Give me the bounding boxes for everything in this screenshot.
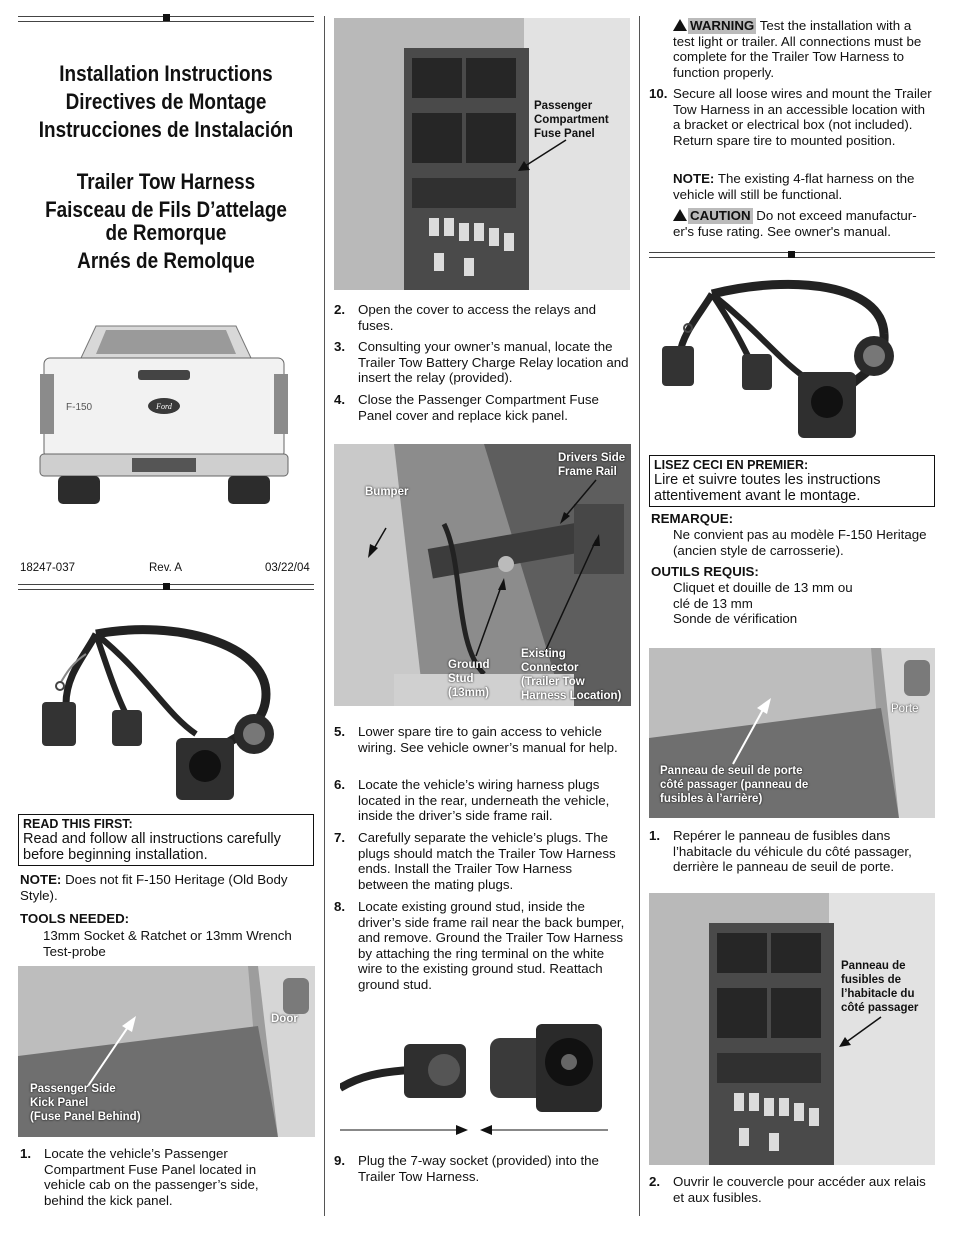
panneau-seuil-label: Panneau de seuil de porte côté passager (panneau de fusibles à l’arrière) bbox=[660, 765, 809, 805]
warning-block bbox=[673, 18, 935, 80]
outils-heading: OUTILS REQUIS: bbox=[651, 564, 759, 579]
frame-rail-label: Drivers Side Frame Rail bbox=[558, 452, 626, 478]
caution-block bbox=[673, 208, 935, 239]
warning-text: Test the installation with a test light or trailer. All connections must be complete for the Trailer Tow Harness to function properly. bbox=[673, 18, 922, 80]
caution-text: Do not exceed manufactur-er's fuse rating. See owner's manual. bbox=[673, 208, 917, 239]
tool-item-1: 13mm Socket & Ratchet or 13mm Wrench bbox=[43, 928, 292, 943]
read-first-box-en bbox=[18, 814, 314, 866]
title-es: Instrucciones de Instalación bbox=[38, 117, 294, 142]
remarque-heading: REMARQUE: bbox=[651, 511, 733, 526]
read-first-box-fr bbox=[649, 455, 935, 507]
fuse-panel-label-fr: Panneau de fusibles de l’habitacle du côté passager bbox=[841, 960, 919, 1014]
date: 03/22/04 bbox=[265, 562, 310, 574]
outils-item-1: Cliquet et douille de 13 mm ou bbox=[673, 580, 853, 595]
note-2-en: NOTE: The existing 4-flat harness on the vehicle will still be functional. bbox=[673, 171, 915, 202]
note-label: NOTE: bbox=[20, 872, 62, 887]
fuse-panel-label: Passenger Compartment Fuse Panel bbox=[534, 100, 609, 140]
outils-item-2: clé de 13 mm bbox=[673, 596, 753, 611]
caution-icon bbox=[673, 209, 687, 221]
tool-item-2: Test-probe bbox=[43, 944, 106, 959]
revision: Rev. A bbox=[149, 562, 183, 574]
caution-tag: CAUTION bbox=[690, 208, 751, 223]
read-first-heading: READ THIS FIRST: bbox=[23, 817, 133, 831]
bumper-label: Bumper bbox=[365, 486, 409, 498]
title-en: Installation Instructions bbox=[59, 61, 273, 86]
existing-connector-label: Existing Connector (Trailer Tow Harness Location) bbox=[521, 648, 622, 702]
lisez-body: Lire et suivre toutes les instructions attentivement avant le montage. bbox=[654, 472, 881, 504]
harness-photo bbox=[26, 614, 306, 808]
kick-panel-label: Passenger Side Kick Panel (Fuse Panel Behind) bbox=[30, 1083, 141, 1123]
tools-heading: TOOLS NEEDED: bbox=[20, 911, 130, 926]
remarque-body: Ne convient pas au modèle F-150 Heritage (ancien style de carrosserie). bbox=[673, 527, 927, 558]
note-en bbox=[20, 872, 314, 903]
fuse-panel-photo bbox=[334, 18, 630, 290]
outils-item-3: Sonde de vérification bbox=[673, 611, 798, 626]
harness-photo-fr bbox=[652, 264, 932, 454]
read-first-body: Read and follow all instructions carefully before beginning installation. bbox=[23, 831, 281, 863]
warning-tag: WARNING bbox=[690, 18, 755, 33]
product-title-en: Trailer Tow Harness bbox=[76, 169, 256, 194]
ford-badge-text: Ford bbox=[156, 402, 172, 411]
f150-badge-text: F-150 bbox=[66, 402, 93, 413]
product-title-fr-2: de Remorque bbox=[105, 220, 227, 245]
part-number: 18247-037 bbox=[20, 562, 75, 574]
warning-icon bbox=[673, 19, 687, 31]
note-text: Does not fit F-150 Heritage (Old Body Style). bbox=[20, 872, 288, 903]
product-title-fr: Faisceau de Fils D’attelage bbox=[45, 197, 287, 222]
lisez-heading: LISEZ CECI EN PREMIER: bbox=[654, 458, 809, 472]
seven-way-socket-photo bbox=[340, 1010, 620, 1138]
fuse-panel-photo-fr bbox=[649, 893, 935, 1165]
truck-rear-photo bbox=[36, 318, 292, 508]
product-title-es: Arnés de Remolque bbox=[77, 248, 255, 273]
door-label: Door bbox=[271, 1013, 298, 1025]
porte-label: Porte bbox=[891, 703, 919, 715]
ground-stud-label: Ground Stud (13mm) bbox=[448, 659, 490, 699]
title-fr: Directives de Montage bbox=[65, 89, 267, 114]
